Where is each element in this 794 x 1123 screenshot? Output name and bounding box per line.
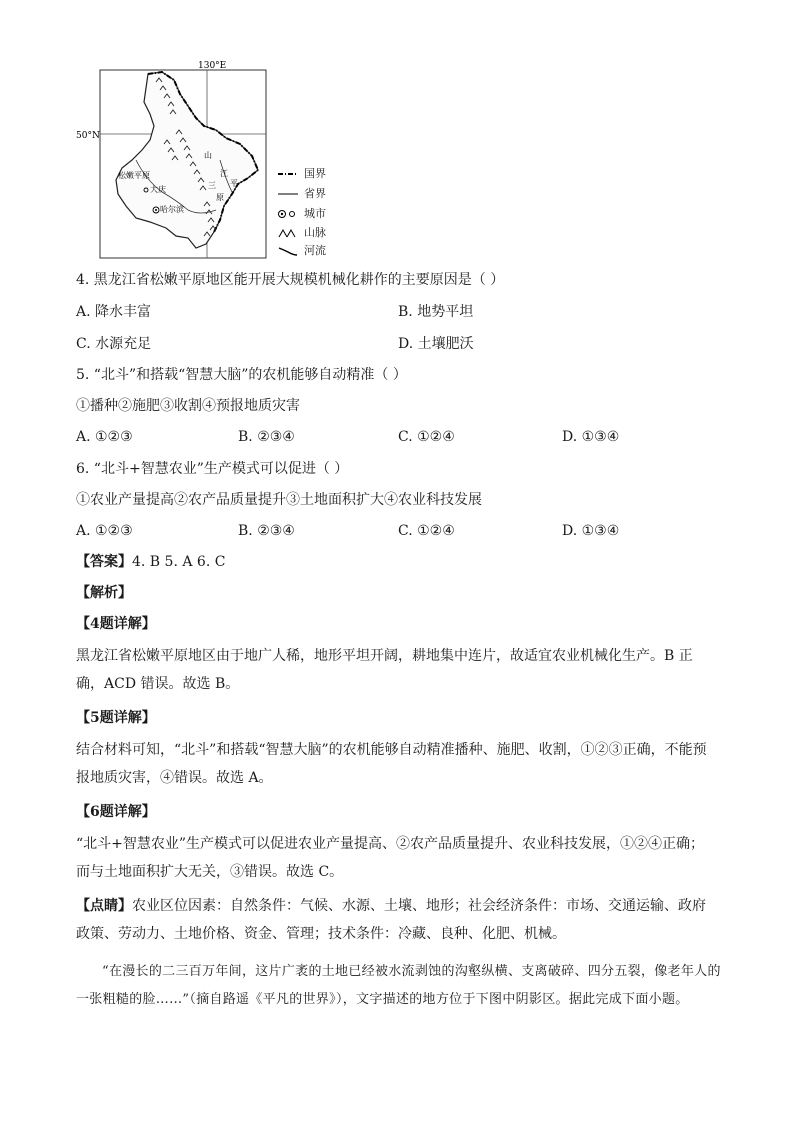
tip-label: 【点睛】 [76, 898, 132, 914]
legend-river [278, 244, 326, 258]
legend-label: 河流 [304, 244, 326, 257]
detail-4-text: 黑龙江省松嫩平原地区由于地广人稀，地形平坦开阔，耕地集中连片，故适宜农业机械化生产。B 正确，ACD 错误。故选 B。 [76, 648, 693, 692]
map-label-plain: 松嫩平原 [118, 171, 150, 180]
answer-line [76, 552, 225, 572]
q5-option-d: D. ①③④ [562, 429, 620, 445]
border-provincial-icon [278, 190, 298, 198]
river-icon [278, 246, 298, 256]
q6-option-b: B. ②③④ [238, 523, 295, 539]
map-label-mountain: 山 [204, 151, 212, 160]
analysis-label: 【解析】 [76, 585, 132, 601]
mountain-icon [278, 228, 298, 238]
q5-option-c: C. ①②④ [398, 429, 455, 445]
tip-text: 农业区位因素：自然条件：气候、水源、土壤、地形；社会经济条件：市场、交通运输、政府政策、劳动力、土地价格、资金、管理；技术条件：冷藏、良种、化肥、机械。 [76, 898, 706, 942]
legend-label: 城市 [304, 207, 326, 220]
legend-label: 山脉 [304, 226, 326, 239]
detail-6-label: 【6题详解】 [76, 804, 156, 820]
question-4-stem: 4. 黑龙江省松嫩平原地区能开展大规模机械化耕作的主要原因是（ ） [76, 272, 505, 288]
q4-option-a: A. 降水丰富 [76, 304, 152, 320]
material-quote: “在漫长的二三百万年间，这片广袤的土地已经被水流剥蚀的沟壑纵横、支离破碎、四分五裂，像老年人的一张粗糙的脸……”（摘自路遥《平凡的世界》），文字描述的地方位于下图中阴影区。据此完成下面小题。 [76, 964, 721, 1007]
question-5-items: ①播种②施肥③收割④预报地质灾害 [76, 398, 300, 414]
q6-option-a: A. ①②③ [76, 523, 133, 539]
map-label-sanjiang-2: 平 [230, 179, 238, 188]
q5-option-b: B. ②③④ [238, 429, 295, 445]
legend-label: 国界 [304, 167, 326, 180]
q4-option-d: D. 土壤肥沃 [398, 336, 474, 352]
question-6-stem: 6. “北斗+智慧农业”生产模式可以促进（ ） [76, 461, 349, 477]
map-label-city2: 哈尔滨 [160, 205, 184, 214]
tip-paragraph [76, 892, 716, 948]
detail-5-label: 【5题详解】 [76, 710, 156, 726]
map-label-sanjiang-1: 江 [220, 169, 228, 178]
legend-city [278, 207, 326, 221]
detail-4-label: 【4题详解】 [76, 616, 156, 632]
latitude-label: 50°N [76, 131, 100, 141]
answer-label: 【答案】 [76, 554, 132, 570]
q4-option-c: C. 水源充足 [76, 336, 152, 352]
q6-option-d: D. ①③④ [562, 523, 620, 539]
q6-option-c: C. ①②④ [398, 523, 455, 539]
legend-provincial-border [278, 187, 326, 201]
city-icon [278, 209, 298, 219]
q4-option-b: B. 地势平坦 [398, 304, 474, 320]
map-label-sanjiang-4: 三 [208, 181, 216, 190]
q5-option-a: A. ①②③ [76, 429, 133, 445]
detail-5-text: 结合材料可知，“北斗”和搭载“智慧大脑”的农机能够自动精准播种、施肥、收割，①②③正确，不能预报地质灾害，④错误。故选 A。 [76, 742, 707, 786]
legend-mountain [278, 226, 326, 240]
map-label-city1: 大庆 [150, 185, 166, 194]
legend-label: 省界 [304, 187, 326, 200]
detail-6-text: “北斗+智慧农业”生产模式可以促进农业产量提高、②农产品质量提升、农业科技发展，①②④正确；而与土地面积扩大无关，③错误。故选 C。 [76, 836, 705, 880]
border-national-icon [278, 170, 298, 178]
map-label-sanjiang-3: 原 [216, 193, 224, 202]
question-6-items: ①农业产量提高②农产品质量提升③土地面积扩大④农业科技发展 [76, 492, 482, 508]
longitude-label: 130°E [198, 61, 227, 71]
legend-national-border [278, 167, 326, 181]
answer-text: 4. B 5. A 6. C [132, 554, 226, 570]
question-5-stem: 5. “北斗”和搭载“智慧大脑”的农机能够自动精准（ ） [76, 367, 407, 383]
